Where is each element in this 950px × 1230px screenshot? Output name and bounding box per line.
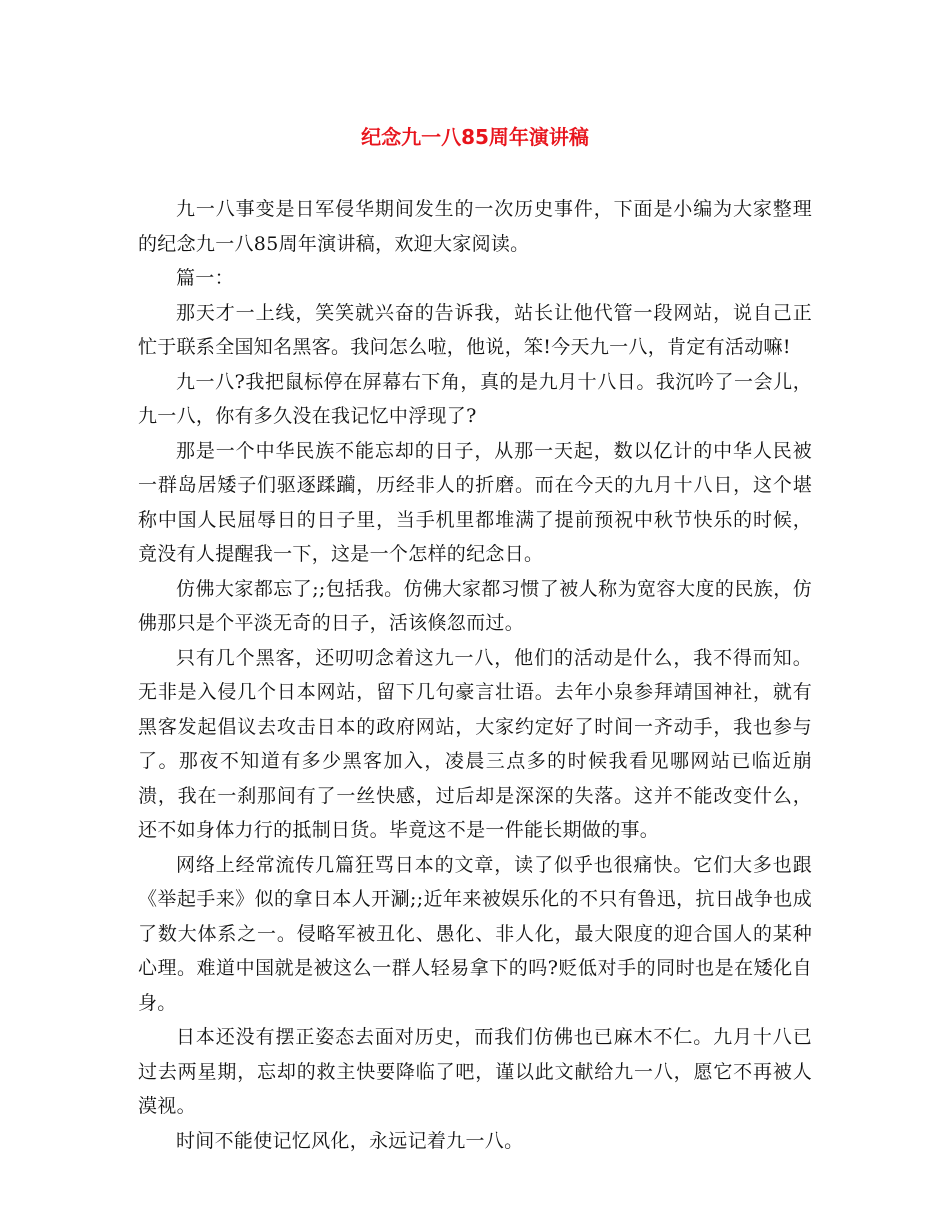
section-heading: 篇一： — [176, 267, 234, 289]
body-paragraph: 那天才一上线，笑笑就兴奋的告诉我，站长让他代管一段网站，说自己正忙于联系全国知名黑客。我问怎么啦，他说，笨!今天九一八，肯定有活动嘛! — [138, 301, 812, 358]
body-paragraph: 网络上经常流传几篇狂骂日本的文章，读了似乎也很痛快。它们大多也跟《举起手来》似的拿日本人开涮;;近年来被娱乐化的不只有鲁迅，抗日战争也成了数大体系之一。侵略军被丑化、愚化、非人化，最大限度的迎合国人的某种心理。难道中国就是被这么一群人轻易拿下的吗?贬低对手的同时也是在矮化自身。 — [138, 853, 812, 1014]
body-paragraph: 九一八?我把鼠标停在屏幕右下角，真的是九月十八日。我沉吟了一会儿，九一八，你有多久没在我记忆中浮现了? — [138, 370, 812, 427]
closing-paragraph: 时间不能使记忆风化，永远记着九一八。 — [176, 1129, 524, 1152]
body-paragraph: 只有几个黑客，还叨叨念着这九一八，他们的活动是什么，我不得而知。无非是入侵几个日本网站，留下几句豪言壮语。去年小泉参拜靖国神社，就有黑客发起倡议去攻击日本的政府网站，大家约定好了时间一齐动手，我也参与了。那夜不知道有多少黑客加入，凌晨三点多的时候我看见哪网站已临近崩溃，我在一刹那间有了一丝快感，过后却是深深的失落。这并不能改变什么，还不如身体力行的抵制日货。毕竟这不是一件能长期做的事。 — [138, 646, 812, 841]
document-title: 纪念九一八85周年演讲稿 — [361, 125, 589, 149]
intro-paragraph: 九一八事变是日军侵华期间发生的一次历史事件，下面是小编为大家整理的纪念九一八85周年演讲稿，欢迎大家阅读。 — [138, 198, 812, 255]
body-paragraph: 日本还没有摆正姿态去面对历史，而我们仿佛也已麻木不仁。九月十八已过去两星期，忘却的救主快要降临了吧，谨以此文献给九一八，愿它不再被人漠视。 — [138, 1026, 812, 1117]
body-paragraph: 仿佛大家都忘了;;包括我。仿佛大家都习惯了被人称为宽容大度的民族，仿佛那只是个平淡无奇的日子，活该倏忽而过。 — [138, 577, 812, 634]
document-body — [138, 192, 812, 1158]
body-paragraph: 那是一个中华民族不能忘却的日子，从那一天起，数以亿计的中华人民被一群岛居矮子们驱逐蹂躏，历经非人的折磨。而在今天的九月十八日，这个堪称中国人民屈辱日的日子里，当手机里都堆满了提前预祝中秋节快乐的时候，竟没有人提醒我一下，这是一个怎样的纪念日。 — [138, 439, 812, 565]
